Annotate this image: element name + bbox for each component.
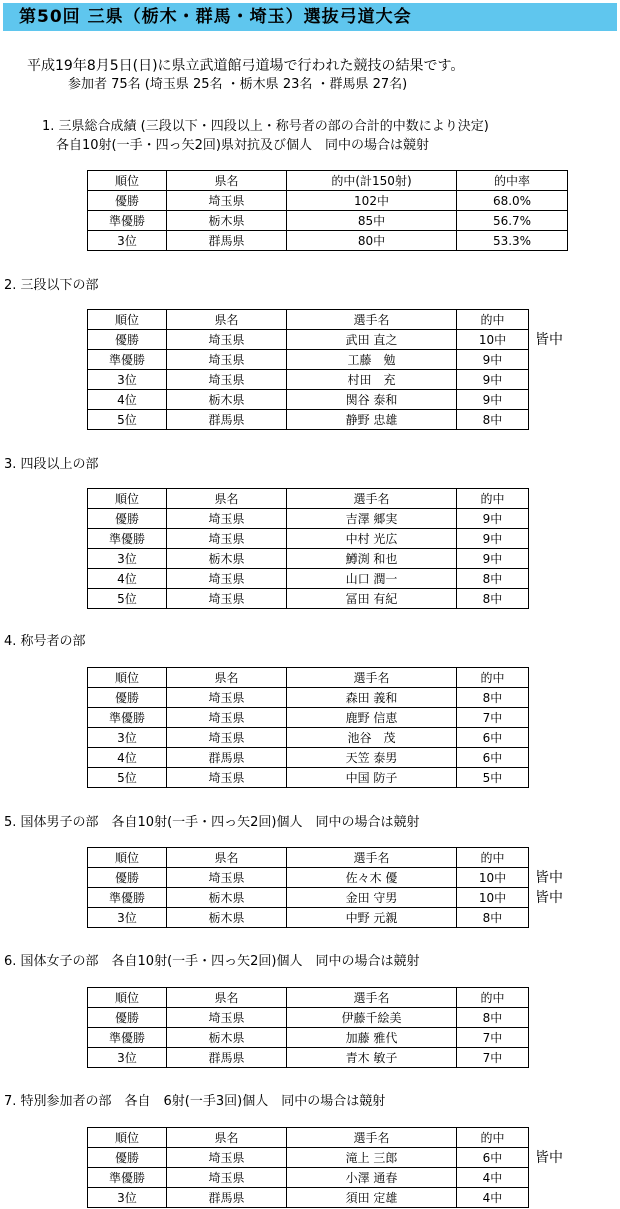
rank-cell: 優勝 (88, 191, 167, 211)
rank-cell: 3位 (88, 231, 167, 251)
kokutai-men-results-table (87, 847, 529, 928)
hits-cell: 102中 (287, 191, 457, 211)
hits-cell: 10中 (457, 888, 529, 908)
table-row (88, 688, 529, 708)
hits-cell: 9中 (457, 509, 529, 529)
hits-cell: 8中 (457, 1008, 529, 1028)
rank-cell: 4位 (88, 390, 167, 410)
player-cell: 吉澤 郷実 (287, 509, 457, 529)
player-cell: 佐々木 優 (287, 868, 457, 888)
player-cell: 滝上 三郎 (287, 1148, 457, 1168)
table-header-row (88, 988, 529, 1008)
rank-cell: 3位 (88, 549, 167, 569)
hits-cell: 8中 (457, 908, 529, 928)
prefecture-cell: 埼玉県 (167, 1168, 287, 1188)
header-cell: 県名 (167, 848, 287, 868)
hits-cell: 85中 (287, 211, 457, 231)
hits-cell: 9中 (457, 370, 529, 390)
hits-cell: 9中 (457, 549, 529, 569)
prefecture-cell: 群馬県 (167, 231, 287, 251)
table-row (88, 868, 529, 888)
rank-cell: 準優勝 (88, 1028, 167, 1048)
table-header-row (88, 668, 529, 688)
header-cell: 的中 (457, 848, 529, 868)
prefecture-cell: 栃木県 (167, 908, 287, 928)
header-cell: 選手名 (287, 1128, 457, 1148)
section-4-heading: 4. 称号者の部 (4, 634, 86, 649)
rank-cell: 3位 (88, 908, 167, 928)
table-row (88, 1148, 529, 1168)
header-cell: 県名 (167, 668, 287, 688)
prefecture-cell: 埼玉県 (167, 868, 287, 888)
table-row (88, 231, 568, 251)
rank-cell: 準優勝 (88, 211, 167, 231)
table-header-row (88, 848, 529, 868)
prefecture-cell: 埼玉県 (167, 569, 287, 589)
overall-results-table (87, 170, 568, 251)
section-5-heading: 5. 国体男子の部 各自10射(一手・四っ矢2回)個人 同中の場合は競射 (4, 815, 420, 830)
player-cell: 小澤 通春 (287, 1168, 457, 1188)
prefecture-cell: 群馬県 (167, 1188, 287, 1208)
rank-cell: 優勝 (88, 330, 167, 350)
table-row (88, 1188, 529, 1208)
player-cell: 中国 防子 (287, 768, 457, 788)
header-cell: 的中率 (457, 171, 568, 191)
section-1-subheading: 各自10射(一手・四っ矢2回)県対抗及び個人 同中の場合は競射 (56, 138, 429, 153)
rank-cell: 優勝 (88, 1148, 167, 1168)
table-row (88, 589, 529, 609)
player-cell: 須田 定雄 (287, 1188, 457, 1208)
table-row (88, 509, 529, 529)
hits-cell: 4中 (457, 1188, 529, 1208)
rank-cell: 準優勝 (88, 1168, 167, 1188)
prefecture-cell: 埼玉県 (167, 708, 287, 728)
player-cell: 静野 忠雄 (287, 410, 457, 430)
player-cell: 関谷 泰和 (287, 390, 457, 410)
player-cell: 青木 敏子 (287, 1048, 457, 1068)
prefecture-cell: 埼玉県 (167, 529, 287, 549)
rank-cell: 3位 (88, 370, 167, 390)
table-header-row (88, 310, 529, 330)
header-cell: 県名 (167, 988, 287, 1008)
prefecture-cell: 埼玉県 (167, 1008, 287, 1028)
player-cell: 加藤 雅代 (287, 1028, 457, 1048)
rank-cell: 優勝 (88, 509, 167, 529)
table-row (88, 569, 529, 589)
prefecture-cell: 埼玉県 (167, 350, 287, 370)
rate-cell: 68.0% (457, 191, 568, 211)
hits-cell: 6中 (457, 1148, 529, 1168)
prefecture-cell: 栃木県 (167, 211, 287, 231)
header-cell: 的中 (457, 310, 529, 330)
section-2-heading: 2. 三段以下の部 (4, 278, 99, 293)
rank-cell: 準優勝 (88, 350, 167, 370)
prefecture-cell: 埼玉県 (167, 191, 287, 211)
hits-cell: 4中 (457, 1168, 529, 1188)
dan3-results-table (87, 309, 529, 430)
player-cell: 金田 守男 (287, 888, 457, 908)
kaichu-note: 皆中 (535, 332, 563, 348)
table-row (88, 1168, 529, 1188)
prefecture-cell: 栃木県 (167, 549, 287, 569)
prefecture-cell: 埼玉県 (167, 1148, 287, 1168)
section-1-heading: 1. 三県総合成績 (三段以下・四段以上・称号者の部の合計的中数により決定) (42, 119, 489, 134)
table-row (88, 1008, 529, 1028)
header-cell: 順位 (88, 668, 167, 688)
prefecture-cell: 群馬県 (167, 748, 287, 768)
kaichu-note: 皆中 (535, 870, 563, 886)
prefecture-cell: 埼玉県 (167, 370, 287, 390)
hits-cell: 6中 (457, 728, 529, 748)
hits-cell: 7中 (457, 1028, 529, 1048)
player-cell: 池谷 茂 (287, 728, 457, 748)
header-cell: 的中 (457, 1128, 529, 1148)
rank-cell: 5位 (88, 768, 167, 788)
prefecture-cell: 埼玉県 (167, 688, 287, 708)
header-cell: 順位 (88, 171, 167, 191)
section-7-heading: 7. 特別参加者の部 各自 6射(一手3回)個人 同中の場合は競射 (4, 1094, 386, 1109)
rate-cell: 53.3% (457, 231, 568, 251)
hits-cell: 9中 (457, 390, 529, 410)
hits-cell: 7中 (457, 1048, 529, 1068)
table-row (88, 390, 529, 410)
rank-cell: 4位 (88, 569, 167, 589)
table-row (88, 549, 529, 569)
hits-cell: 10中 (457, 868, 529, 888)
header-cell: 県名 (167, 171, 287, 191)
prefecture-cell: 埼玉県 (167, 509, 287, 529)
section-3-heading: 3. 四段以上の部 (4, 457, 99, 472)
hits-cell: 7中 (457, 708, 529, 728)
table-row (88, 888, 529, 908)
player-cell: 中野 元親 (287, 908, 457, 928)
rank-cell: 準優勝 (88, 708, 167, 728)
participants-text: 参加者 75名 (埼玉県 25名 ・栃木県 23名 ・群馬県 27名) (68, 77, 408, 92)
hits-cell: 8中 (457, 410, 529, 430)
shogo-results-table (87, 667, 529, 788)
table-header-row (88, 489, 529, 509)
header-cell: 順位 (88, 489, 167, 509)
header-cell: 選手名 (287, 988, 457, 1008)
player-cell: 村田 充 (287, 370, 457, 390)
prefecture-cell: 栃木県 (167, 390, 287, 410)
player-cell: 天笠 泰男 (287, 748, 457, 768)
table-row (88, 708, 529, 728)
rank-cell: 4位 (88, 748, 167, 768)
rank-cell: 優勝 (88, 1008, 167, 1028)
rank-cell: 5位 (88, 589, 167, 609)
player-cell: 冨田 有紀 (287, 589, 457, 609)
table-row (88, 1048, 529, 1068)
table-row (88, 1028, 529, 1048)
hits-cell: 5中 (457, 768, 529, 788)
table-row (88, 191, 568, 211)
header-cell: 的中 (457, 668, 529, 688)
header-cell: 順位 (88, 310, 167, 330)
prefecture-cell: 栃木県 (167, 1028, 287, 1048)
table-header-row (88, 171, 568, 191)
intro-text: 平成19年8月5日(日)に県立武道館弓道場で行われた競技の結果です。 (27, 58, 465, 74)
header-cell: 順位 (88, 988, 167, 1008)
table-header-row (88, 1128, 529, 1148)
table-row (88, 410, 529, 430)
prefecture-cell: 埼玉県 (167, 728, 287, 748)
header-cell: 選手名 (287, 489, 457, 509)
prefecture-cell: 埼玉県 (167, 768, 287, 788)
prefecture-cell: 群馬県 (167, 410, 287, 430)
hits-cell: 9中 (457, 350, 529, 370)
header-cell: 順位 (88, 848, 167, 868)
rank-cell: 3位 (88, 1188, 167, 1208)
dan4-results-table (87, 488, 529, 609)
header-cell: 的中 (457, 489, 529, 509)
table-row (88, 748, 529, 768)
prefecture-cell: 埼玉県 (167, 589, 287, 609)
rank-cell: 3位 (88, 728, 167, 748)
player-cell: 山口 潤一 (287, 569, 457, 589)
player-cell: 武田 直之 (287, 330, 457, 350)
table-row (88, 768, 529, 788)
rate-cell: 56.7% (457, 211, 568, 231)
kaichu-note: 皆中 (535, 890, 563, 906)
player-cell: 伊藤千絵美 (287, 1008, 457, 1028)
header-cell: 選手名 (287, 848, 457, 868)
header-cell: 県名 (167, 1128, 287, 1148)
hits-cell: 6中 (457, 748, 529, 768)
prefecture-cell: 埼玉県 (167, 330, 287, 350)
table-row (88, 728, 529, 748)
rank-cell: 5位 (88, 410, 167, 430)
rank-cell: 優勝 (88, 868, 167, 888)
page-title: 第50回 三県（栃木・群馬・埼玉）選抜弓道大会 (3, 3, 617, 31)
player-cell: 中村 光広 (287, 529, 457, 549)
prefecture-cell: 群馬県 (167, 1048, 287, 1068)
special-results-table (87, 1127, 529, 1208)
rank-cell: 優勝 (88, 688, 167, 708)
hits-cell: 10中 (457, 330, 529, 350)
header-cell: 県名 (167, 310, 287, 330)
table-row (88, 529, 529, 549)
header-cell: 的中 (457, 988, 529, 1008)
table-row (88, 908, 529, 928)
table-row (88, 350, 529, 370)
header-cell: 順位 (88, 1128, 167, 1148)
prefecture-cell: 栃木県 (167, 888, 287, 908)
rank-cell: 準優勝 (88, 529, 167, 549)
hits-cell: 8中 (457, 569, 529, 589)
hits-cell: 8中 (457, 589, 529, 609)
rank-cell: 準優勝 (88, 888, 167, 908)
hits-cell: 9中 (457, 529, 529, 549)
player-cell: 工藤 勉 (287, 350, 457, 370)
kokutai-women-results-table (87, 987, 529, 1068)
header-cell: 県名 (167, 489, 287, 509)
kaichu-note: 皆中 (535, 1150, 563, 1166)
table-row (88, 370, 529, 390)
table-row (88, 211, 568, 231)
hits-cell: 8中 (457, 688, 529, 708)
header-cell: 選手名 (287, 310, 457, 330)
header-cell: 選手名 (287, 668, 457, 688)
player-cell: 森田 義和 (287, 688, 457, 708)
player-cell: 鹿野 信恵 (287, 708, 457, 728)
rank-cell: 3位 (88, 1048, 167, 1068)
hits-cell: 80中 (287, 231, 457, 251)
section-6-heading: 6. 国体女子の部 各自10射(一手・四っ矢2回)個人 同中の場合は競射 (4, 954, 420, 969)
table-row (88, 330, 529, 350)
header-cell: 的中(計150射) (287, 171, 457, 191)
player-cell: 鱒渕 和也 (287, 549, 457, 569)
